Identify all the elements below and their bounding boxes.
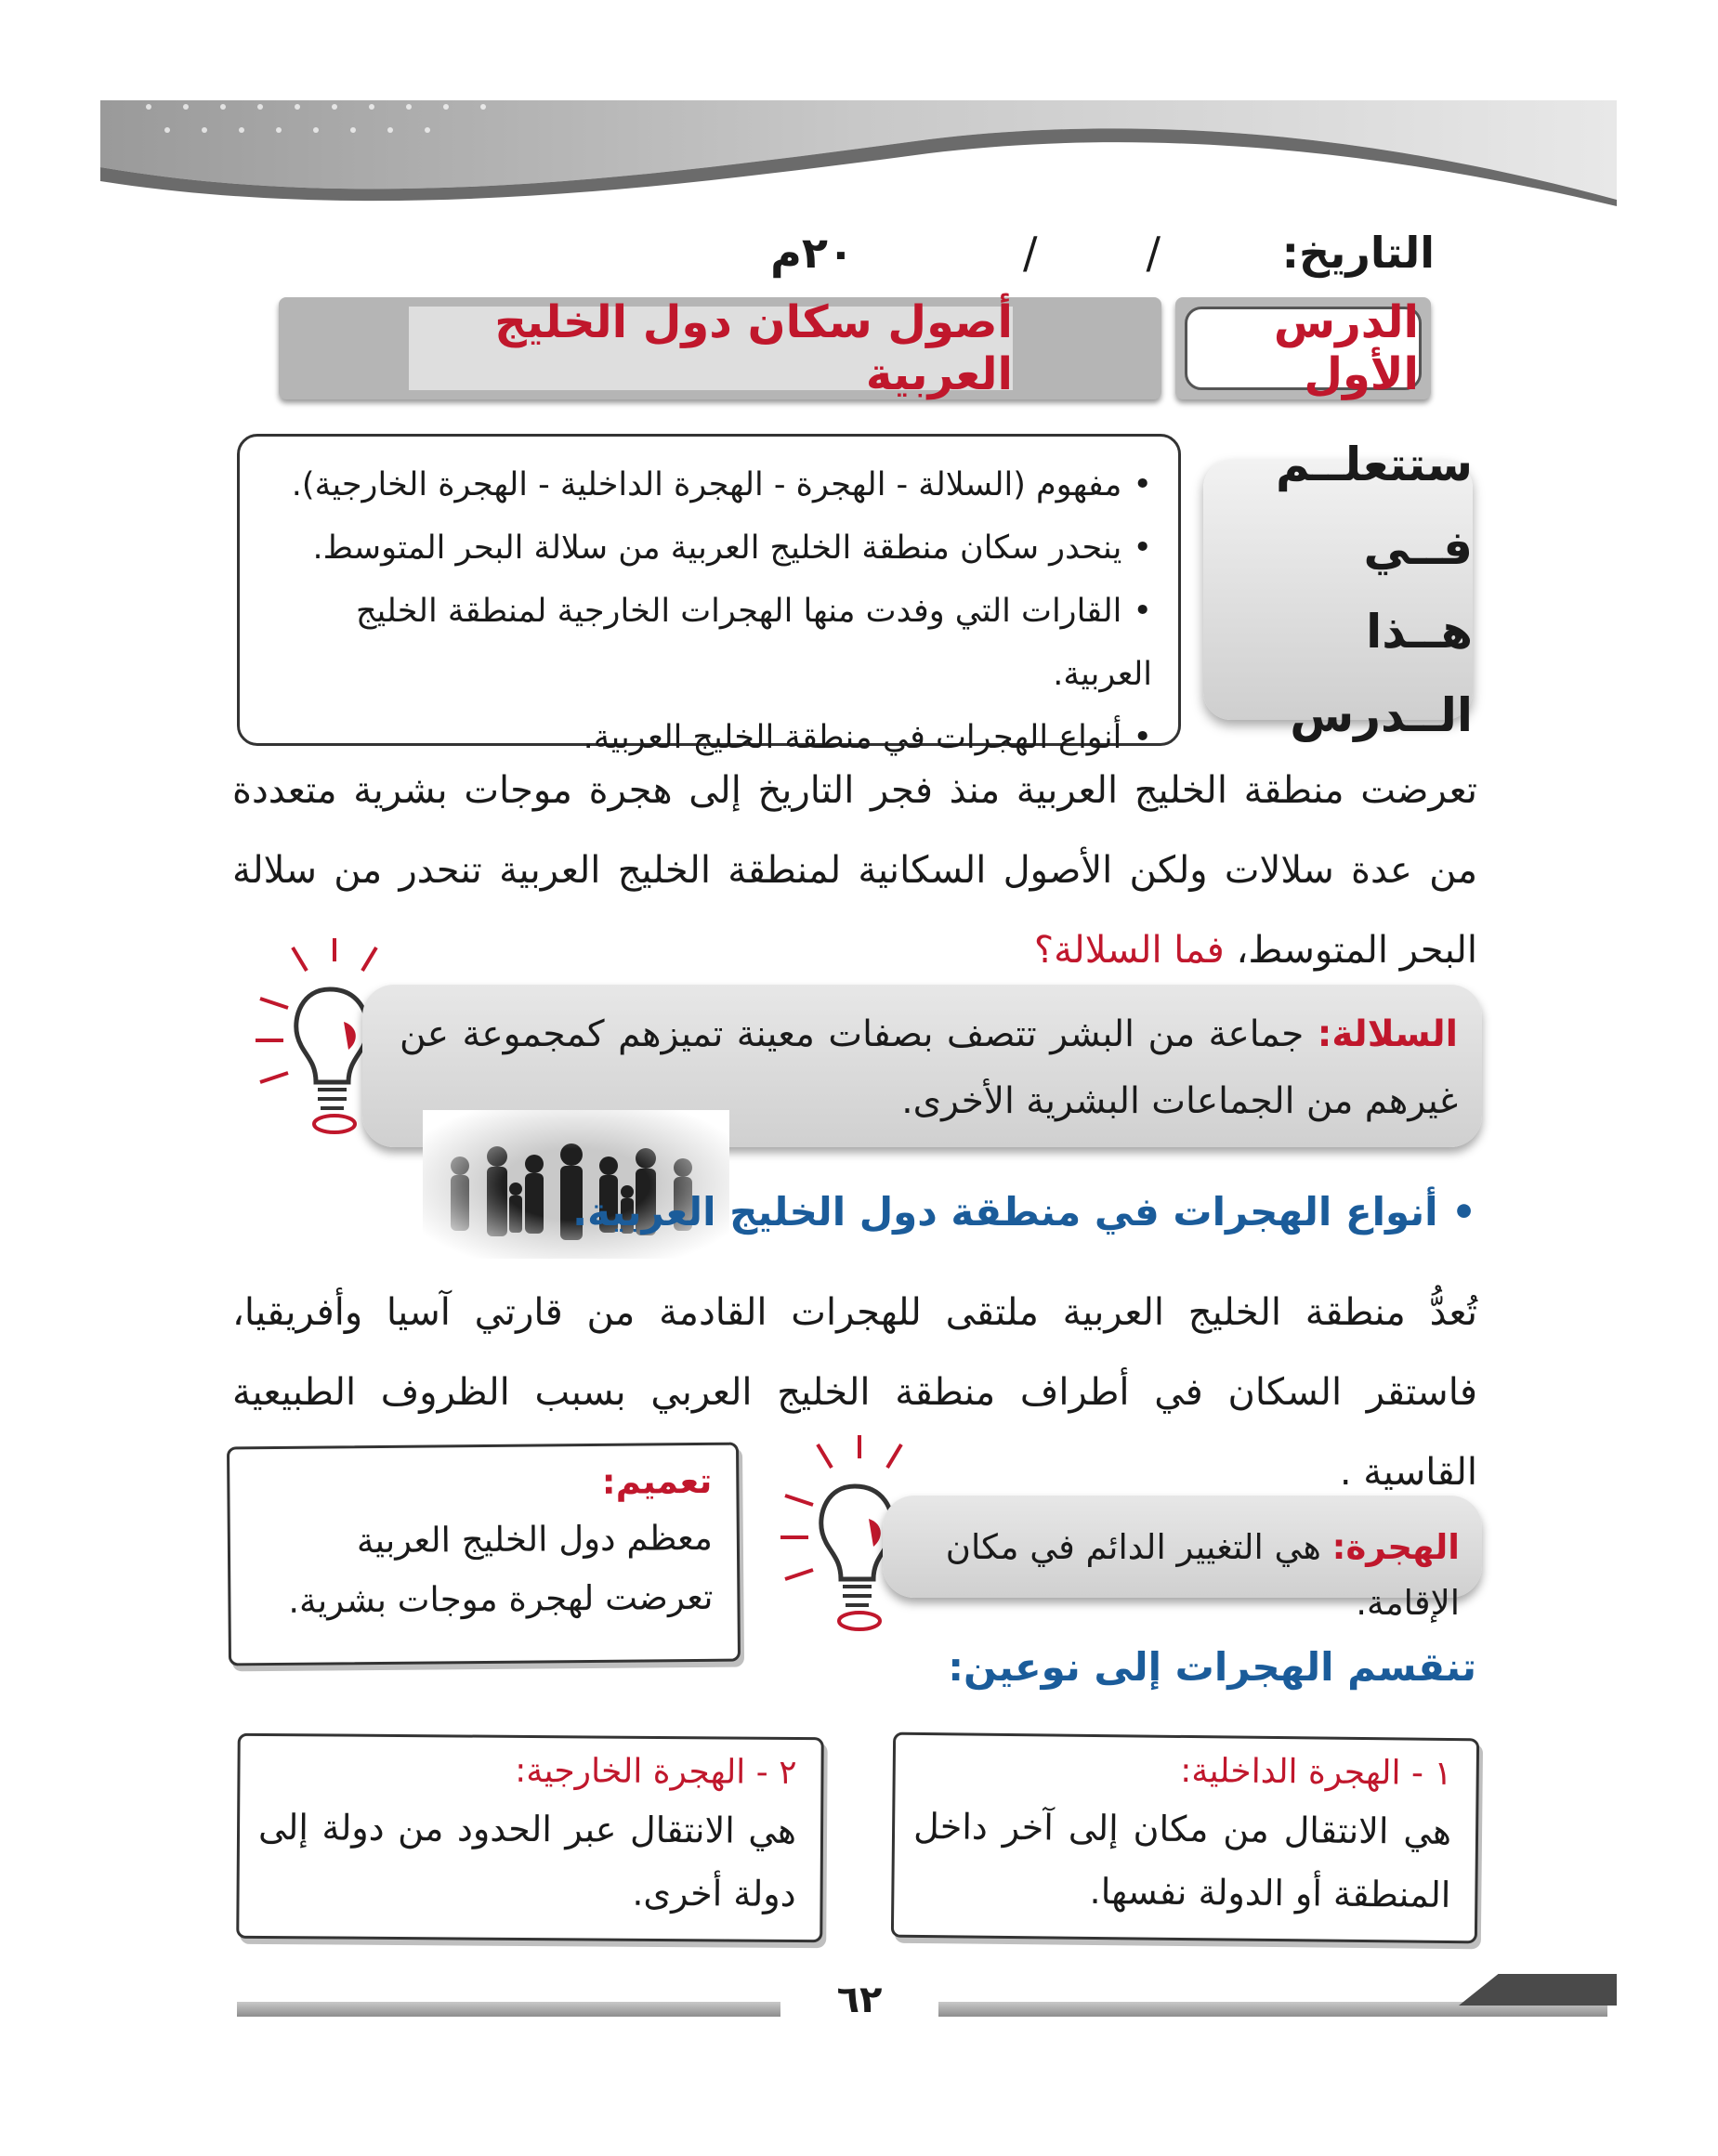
footer-corner-tab xyxy=(1459,1974,1617,2006)
external-migration-box xyxy=(236,1733,824,1942)
lesson-title-frame xyxy=(279,297,1161,399)
objective-item: • القارات التي وفدت منها الهجرات الخارجية لمنطقة الخليج العربية. xyxy=(258,580,1152,706)
division-heading: تنقسم الهجرات إلى نوعين: xyxy=(948,1644,1476,1690)
objective-item: • ينحدر سكان منطقة الخليج العربية من سلالة البحر المتوسط. xyxy=(258,516,1152,580)
lesson-number-frame xyxy=(1175,297,1431,399)
race-definition: جماعة من البشر تتصف بصفات معينة تميزهم كمجموعة عن غيرهم من الجماعات البشرية الأخرى. xyxy=(400,1013,1458,1122)
intro-text: تعرضت منطقة الخليج العربية منذ فجر التاريخ إلى هجرة موجات بشرية متعددة من عدة سلالات ولكن الأصول السكانية لمنطقة الخليج العربية تنحدر من سلالة البحر المتوسط، xyxy=(232,769,1477,972)
date-slashes: / / xyxy=(1023,228,1161,278)
internal-title: ١ - الهجرة الداخلية: xyxy=(1180,1751,1452,1794)
date-year: ٢٠م xyxy=(770,228,854,278)
migration-types-heading: • أنواع الهجرات في منطقة دول الخليج العربية. xyxy=(572,1189,1476,1235)
lesson-title: أصول سكان دول الخليج العربية xyxy=(494,296,1013,400)
migration-definition: هي التغيير الدائم في مكان الإقامة. xyxy=(945,1527,1460,1623)
learn-box-title xyxy=(1203,438,1473,742)
migration-term: الهجرة: xyxy=(1331,1527,1460,1567)
objective-item: • مفهوم (السلالة - الهجرة - الهجرة الداخلية - الهجرة الخارجية). xyxy=(258,453,1152,516)
learn-title-line1: ستتعلــم فــي xyxy=(1275,438,1473,575)
lesson-number: الدرس الأول xyxy=(1273,296,1419,400)
generalization-box xyxy=(227,1443,741,1666)
intro-paragraph xyxy=(232,751,1477,990)
crowd-silhouette-image xyxy=(423,1110,729,1259)
footer-bar-left xyxy=(237,2002,780,2017)
race-term: السلالة: xyxy=(1317,1013,1458,1055)
migration-types-paragraph: تُعدُّ منطقة الخليج العربية ملتقى للهجرات القادمة من قارتي آسيا وأفريقيا، فاستقر السكان في أطراف منطقة الخليج العربي بسبب الظروف الطبيعية القاسية . xyxy=(232,1291,1477,1494)
date-label: التاريخ: xyxy=(1281,228,1435,278)
generalization-text: معظم دول الخليج العربية تعرضت لهجرة موجات بشرية. xyxy=(288,1517,714,1621)
objective-item: • أنواع الهجرات في منطقة الخليج العربية. xyxy=(258,706,1152,769)
external-text: هي الانتقال عبر الحدود من دولة إلى دولة أخرى. xyxy=(257,1806,797,1914)
header-wave xyxy=(0,0,1718,223)
generalization-title: تعميم: xyxy=(601,1460,713,1502)
learn-objectives-list xyxy=(240,437,1178,769)
learn-objectives-box xyxy=(237,434,1181,756)
migration-definition-box xyxy=(883,1496,1482,1623)
external-title: ٢ - الهجرة الخارجية: xyxy=(515,1751,797,1793)
internal-migration-box xyxy=(891,1732,1479,1944)
page-number: ٦٢ xyxy=(836,1979,883,2021)
internal-text: هي الانتقال من مكان إلى آخر داخل المنطقة أو الدولة نفسها. xyxy=(912,1805,1452,1915)
learn-title-line2: هــذا الــدرس xyxy=(1290,605,1473,742)
intro-question: فما السلالة؟ xyxy=(1033,929,1225,972)
